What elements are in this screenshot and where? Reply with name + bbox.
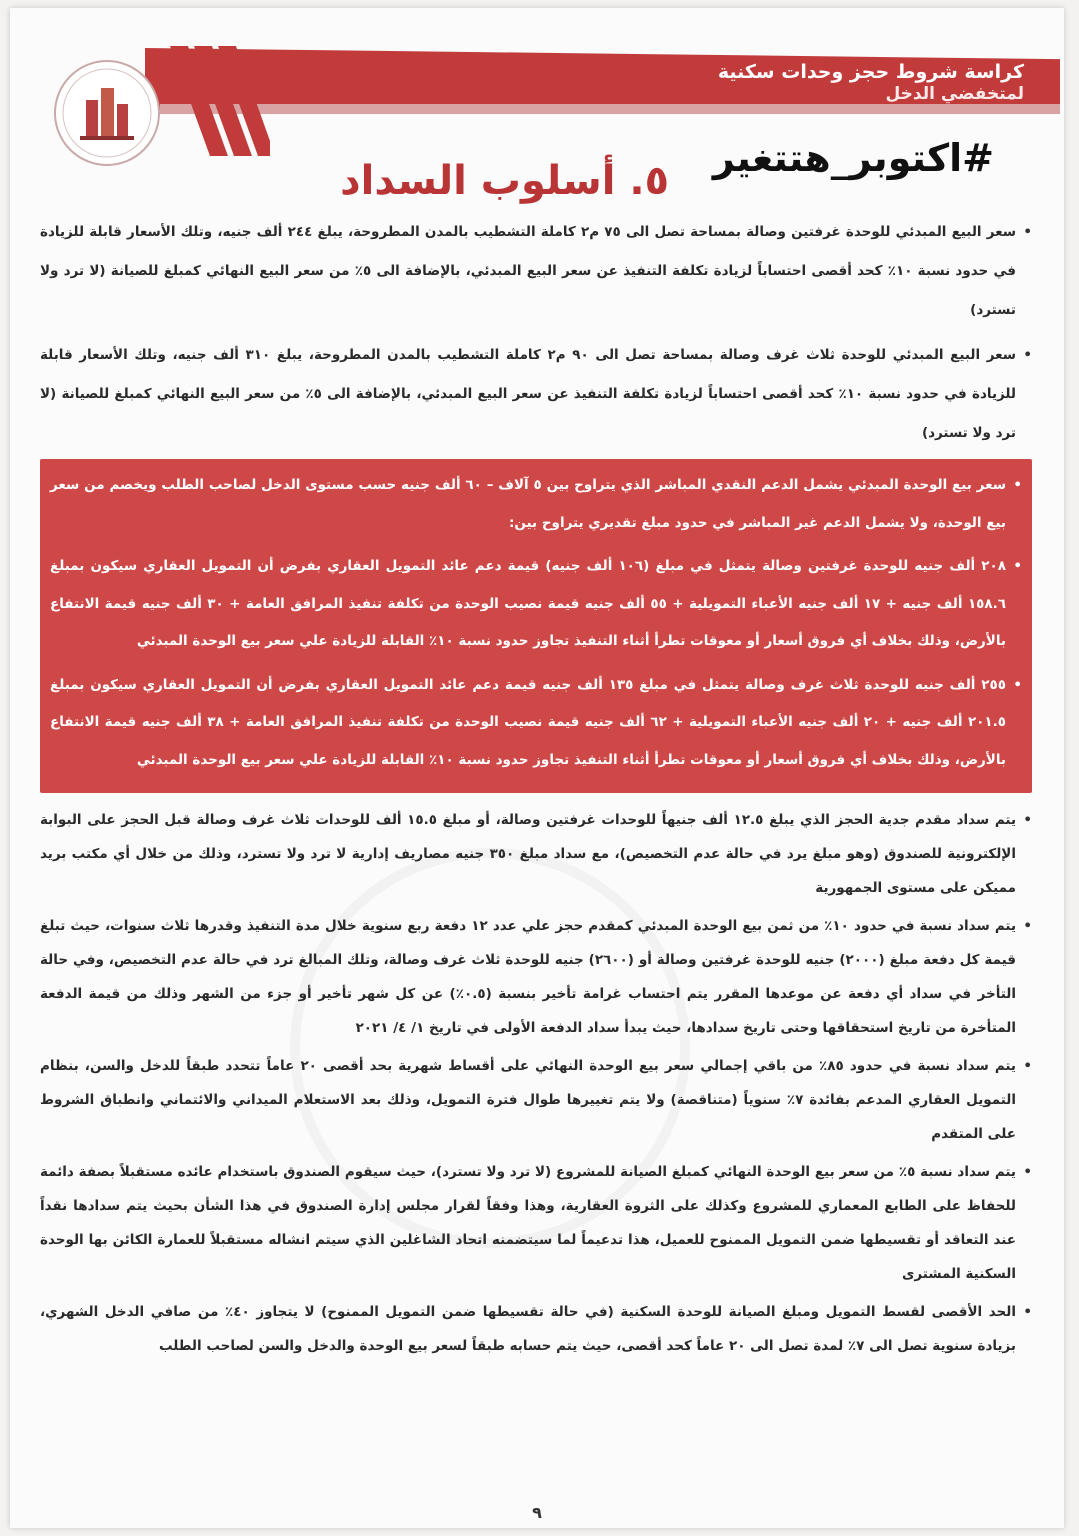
installments-paragraph: • يتم سداد نسبة في حدود ١٠٪ من ثمن بيع الوحدة المبدئي كمقدم حجز علي عدد ١٢ دفعة ربع سنوية خلال مدة التنفيذ وقدرها ثلاث سنوات، حيث تبلغ قيمة كل دفعة مبلغ (٢٠٠٠) جنيه للوحدة غرفتين وصالة أو (٢٦٠٠) جنيه للوحدة ثلاث غرف وصالة، وتلك المبالغ ترد في حالة عدم التخصيص، وفي حالة التأخر في سداد أي دفعة عن موعدها المقرر يتم احتساب غرامة تأخير بنسبة (٠.٥٪) عن كل شهر تأخير أو جزء من الشهر وذلك من قيمة الدفعة المتأخرة من تاريخ استحقاقها وحتى تاريخ سدادها، حيث يبدأ سداد الدفعة الأولى في تاريخ ١/ ٤/ ٢٠٢١ xyxy=(40,909,1032,1045)
payment-terms-list xyxy=(40,803,1032,1363)
price-three-rooms-paragraph: • سعر البيع المبدئي للوحدة ثلاث غرف وصالة بمساحة تصل الى ٩٠ م٢ كاملة التشطيب بالمدن المطروحة، يبلغ ٣١٠ ألف جنيه، وتلك الأسعار قابلة للزيادة في حدود نسبة ١٠٪ كحد أقصى احتساباً لزيادة تكلفة التنفيذ عن سعر البيع المبدئي، بالإضافة الى ٥٪ من سعر البيع النهائي كمبلغ للصيانة (لا ترد ولا تسترد) xyxy=(40,336,1032,453)
maintenance-paragraph: • يتم سداد نسبة ٥٪ من سعر بيع الوحدة النهائي كمبلغ الصيانة للمشروع (لا ترد ولا تسترد)، حيث سيقوم الصندوق باستخدام عائده مستقبلاً بصفة دائمة للحفاظ على الطابع المعماري للمشروع وكذلك على الثروة العقارية، وهذا وفقاً لقرار مجلس إدارة الصندوق في هذا الشأن بحيث يتم سدادها نقداً عند التعاقد أو تقسيطها ضمن التمويل الممنوح للعميل، هذا تدعيماً لما سيتضمنه اتحاد الشاغلين الذي سيتم انشاله مستقبلاً للعمارة الكائن بها الوحدة السكنية المشترى xyxy=(40,1155,1032,1291)
mortgage-paragraph: • يتم سداد نسبة في حدود ٨٥٪ من باقي إجمالي سعر بيع الوحدة النهائي على أقساط شهرية بحد أقصى ٢٠ عاماً تتحدد طبقاً للدخل والسن، بنظام التمويل العقاري المدعم بفائدة ٧٪ سنوياً (متناقصة) ولا يتم تغييرها طوال فترة التمويل، وذلك بعد الاستعلام الميداني والائتماني وانطباق الشروط على المتقدم xyxy=(40,1049,1032,1151)
section-title: ٥. أسلوب السداد xyxy=(340,158,669,204)
document-page xyxy=(10,8,1064,1528)
header-stripes-icon xyxy=(150,46,270,156)
campaign-hashtag: #اكتوبر_هتتغير xyxy=(712,136,994,180)
header-title: كراسة شروط حجز وحدات سكنية xyxy=(717,61,1024,83)
subsidy-two-rooms-paragraph: • ٢٠٨ ألف جنيه للوحدة غرفتين وصالة يتمثل في مبلغ (١٠٦ ألف جنيه) قيمة دعم عائد التمويل العقاري بفرض أن التمويل العقاري سيكون بمبلغ ١٥٨.٦ ألف جنيه + ١٧ ألف جنيه الأعباء التمويلية + ٥٥ ألف جنيه قيمة نصيب الوحدة من تكلفة تنفيذ المرافق العامة + ٣٠ ألف جنيه قيمة الانتفاع بالأرض، وذلك بخلاف أي فروق أسعار أو معوقات تطرأ أثناء التنفيذ تجاوز حدود نسبة ١٠٪ القابلة للزيادة علي سعر بيع الوحدة المبدئي xyxy=(50,548,1022,661)
subsidy-highlight-box xyxy=(40,459,1032,793)
subsidy-paragraph: • سعر بيع الوحدة المبدئي يشمل الدعم النقدي المباشر الذي يتراوح بين ٥ آلاف – ٦٠ ألف جنيه حسب مستوى الدخل لصاحب الطلب ويخصم من سعر بيع الوحدة، ولا يشمل الدعم غير المباشر في حدود مبلغ تقديري يتراوح بين: xyxy=(50,467,1022,542)
installment-cap-paragraph: • الحد الأقصى لقسط التمويل ومبلغ الصيانة للوحدة السكنية (في حالة تقسيطها ضمن التمويل الممنوح) لا يتجاوز ٤٠٪ من صافي الدخل الشهري، بزيادة سنوية تصل الى ٧٪ لمدة تصل الى ٢٠ عاماً كحد أقصى، حيث يتم حسابه طبقاً لسعر بيع الوحدة والدخل والسن لصاحب الطلب xyxy=(40,1295,1032,1363)
header-band-shadow xyxy=(160,104,1060,114)
page-number: ٩ xyxy=(532,1503,542,1522)
booking-deposit-paragraph: • يتم سداد مقدم جدية الحجز الذي يبلغ ١٢.٥ ألف جنيهاً للوحدات غرفتين وصالة، أو مبلغ ١٥.٥ ألف للوحدات ثلاث غرف وصالة قبل الحجز على البوابة الإلكترونية للصندوق (وهو مبلغ يرد في حالة عدم التخصيص)، مع سداد مبلغ ٣٥٠ جنيه مصاريف إدارية لا ترد ولا تسترد، وذلك من خلال أي مكتب بريد مميكن على مستوى الجمهورية xyxy=(40,803,1032,905)
subsidy-three-rooms-paragraph: • ٢٥٥ ألف جنيه للوحدة ثلاث غرف وصالة يتمثل في مبلغ ١٣٥ ألف جنيه قيمة دعم عائد التمويل العقاري بفرض أن التمويل العقاري سيكون بمبلغ ٢٠١.٥ ألف جنيه + ٢٠ ألف جنيه الأعباء التمويلية + ٦٢ ألف جنيه قيمة نصيب الوحدة من تكلفة تنفيذ المرافق العامة + ٣٨ ألف جنيه قيمة الانتفاع بالأرض، وذلك بخلاف أي فروق أسعار أو معوقات تطرأ أثناء التنفيذ تجاوز حدود نسبة ١٠٪ القابلة للزيادة علي سعر بيع الوحدة المبدئي xyxy=(50,667,1022,780)
section-content xyxy=(40,213,1032,1367)
header-subtitle: لمتخفضي الدخل xyxy=(885,84,1024,104)
housing-fund-logo-icon xyxy=(52,58,162,168)
price-two-rooms-paragraph: • سعر البيع المبدئي للوحدة غرفتين وصالة بمساحة تصل الى ٧٥ م٢ كاملة التشطيب بالمدن المطروحة، يبلغ ٢٤٤ ألف جنيه، وتلك الأسعار قابلة للزيادة في حدود نسبة ١٠٪ كحد أقصى احتساباً لزيادة تكلفة التنفيذ عن سعر البيع المبدئي، بالإضافة الى ٥٪ من سعر البيع النهائي كمبلغ للصيانة (لا ترد ولا تسترد) xyxy=(40,213,1032,330)
